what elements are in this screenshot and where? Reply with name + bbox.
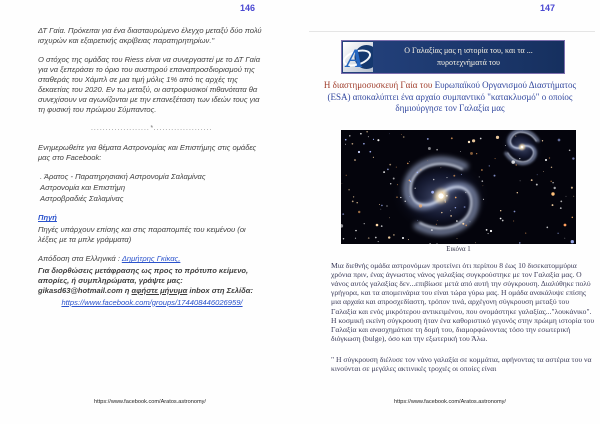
paragraph-riess-goal: Ο στόχος της ομάδας του Riess είναι να συνεργαστεί με το ΔΤ Γαία για να ξεπεράσει το όριο του αυστηρού επαναπροσδιορισμού της σταθεράς του Χάμπλ σε μια τιμή μόλις 1% από τις αρχές της δεκαετίας του 2020. Εν τω μεταξύ, οι αστροφυσικοί πιθανότατα θα συνεχίσουν να αγωνίζονται με την επανεξέταση των ιδεών τους για τη φυσική του πρώιμου Σύμπαντος. [38, 55, 261, 115]
page-number-left: 146 [240, 3, 256, 13]
header-rule [309, 31, 595, 32]
translation-credit [38, 254, 266, 264]
body-paragraph-1: Μια διεθνής ομάδα αστρονόμων προτείνει ότι περίπου 8 έως 10 δισεκατομμύρια χρόνια πριν, ένας άγνωστος νάνος γαλαξίας συγκρούστηκε με τον Γαλαξία μας. Ο νάνος αυτός γαλαξίας δεν...επιβίωσε μετά από αυτή την σύγκρουση. Διαλύθηκε πολύ γρήγορα, και τα απομεινάρια του είναι τώρα γύρω μας. Η ομάδα ανακάλυψε επίσης μια αρχαία και απροσχεδίαστη, τρόπον τινά, αρχέγονη σύγκρουση μεταξύ του Γαλαξία και ενός μικρότερου αντικειμένου, που ονομάστηκε γαλαξίας..."λουκάνικο". Η κοσμική εκείνη σύγκρουση ήταν ένα καθοριστικό γεγονός στην πρώιμη ιστορία του Γαλαξία και ανασχημάτισε τη δομή του, διαμορφώνοντας τόσο την εσωτερική διόγκωση (bulge), όσο και την εξωτερική του Άλω. [331, 261, 595, 343]
section-divider: ....................*.................... [91, 125, 213, 133]
source-note: Πηγές υπάρχουν επίσης και στις παραπομπές του κειμένου (οι λέξεις με τα μπλε γράμματα) [38, 225, 246, 245]
headline-red-text: Η διαστημοσυσκευή Γαία του [323, 80, 435, 90]
logo-letter: A [346, 44, 364, 72]
list-item: Αστροβραδιές Σαλαμίνας [40, 194, 124, 204]
paragraph-gaia-check: ΔΤ Γαία. Πρόκειται για ένα διασταυρώμενο έλεγχο μεταξύ δύο πολύ ισχυρών και εξαιρετικής ακρίβειας παρατηρητηρίων." [38, 26, 262, 46]
headline-esa-link[interactable]: Ευρωπαϊκού Οργανισμού Διαστήματος (ESA) αποκαλύπτει ένα αρχαίο συμπαντικό "κατακλυσμό" ο οποίος δημιούργησε τον Γαλαξία μας [327, 80, 577, 114]
leave-message-link[interactable]: αφήστε μήνυμα [131, 285, 188, 295]
banner-title-line1: Ο Γαλαξίας μας η ιστορία του, και τα ... [404, 46, 533, 56]
list-item: . Άρατος - Παρατηρησιακή Αστρονομία Σαλαμίνας [40, 172, 206, 182]
article-body [331, 261, 596, 385]
translation-prefix: Απόδοση στα Ελληνικά : [38, 254, 122, 264]
translator-link[interactable]: Δημήτρης Γκίκας, [121, 254, 181, 264]
corrections-block [38, 266, 266, 296]
group-url-row [38, 298, 266, 308]
image-caption: Εικόνα 1 [446, 246, 471, 253]
aratos-logo-icon [343, 42, 373, 72]
body-paragraph-2: " Η σύγκρουση διέλυσε τον νάνο γαλαξία σε κομμάτια, αφήνοντας τα αστέρια του να κινούνται σε μεγάλες ακτινικές τροχιές οι οποίες είναι [331, 354, 592, 374]
corrections-text: Για διορθώσεις μετάφρασης ως προς το πρότυπο κείμενο, απορίες, ή συμπληρώματα, γράψτε μας: [38, 265, 249, 285]
source-link[interactable]: Πηγή [38, 213, 57, 223]
article-banner [341, 40, 565, 74]
facebook-intro: Ενημερωθείτε για θέματα Αστρονομίας και Επιστήμης στις ομάδες μας στο Facebook: [38, 143, 257, 163]
email-text: gikasd63@hotmail.com [38, 285, 123, 295]
footer-link-right[interactable]: https://www.facebook.com/Aratos.astronomy/ [394, 399, 506, 405]
galaxy-collision-image [341, 130, 576, 244]
conjunction-text: η [122, 285, 132, 295]
banner-title [373, 45, 564, 68]
page-146-content [38, 26, 266, 308]
facebook-group-link[interactable]: https://www.facebook.com/groups/174408446026959/ [61, 297, 243, 307]
article-headline [320, 80, 580, 115]
inbox-suffix: inbox στη Σελίδα: [187, 285, 253, 295]
banner-title-line2: πυροτεχνήματά του [437, 58, 500, 67]
page-number-right: 147 [540, 3, 556, 13]
footer-link-left[interactable]: https://www.facebook.com/Aratos.astronomy/ [94, 399, 206, 405]
list-item: Αστρονομία και Επιστήμη [40, 183, 126, 193]
facebook-groups-list [40, 172, 266, 204]
